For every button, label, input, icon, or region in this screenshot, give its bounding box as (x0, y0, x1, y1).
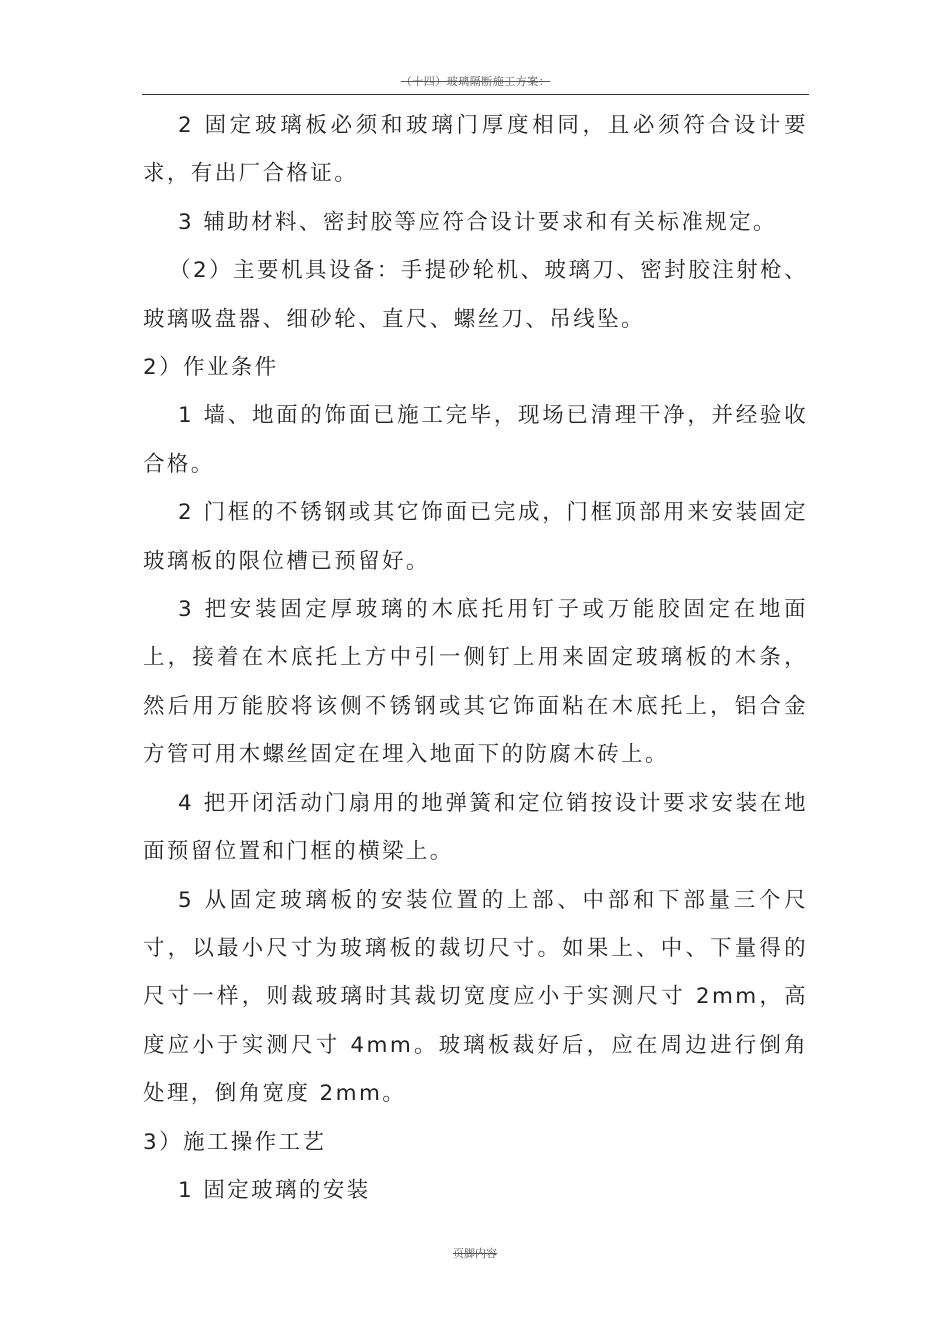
paragraph-auxiliary-materials: 3 辅助材料、密封胶等应符合设计要求和有关标准规定。 (178, 209, 777, 235)
paragraph-main-equipment: （2）主要机具设备：手提砂轮机、玻璃刀、密封胶注射枪、玻璃吸盘器、细砂轮、直尺、螺丝刀、吊线坠。 (143, 258, 808, 332)
paragraph-cutting-size: 5 从固定玻璃板的安装位置的上部、中部和下部量三个尺寸，以最小尺寸为玻璃板的裁切尺寸。如果上、中、下量得的尺寸一样，则裁玻璃时其裁切宽度应小于实测尺寸 2mm，高度应小于实测尺寸 4mm。玻璃板裁好后，应在周边进行倒角处理，倒角宽度 2mm。 (143, 887, 808, 1107)
paragraph-fixed-glass-install: 1 固定玻璃的安装 (178, 1177, 371, 1203)
section-heading-construction-process: 3）施工操作工艺 (143, 1129, 327, 1155)
paragraph-floor-spring: 4 把开闭活动门扇用的地弹簧和定位销按设计要求安装在地面预留位置和门框的横梁上。 (143, 790, 808, 865)
section-heading-work-conditions: 2）作业条件 (143, 355, 279, 381)
page-header (142, 70, 809, 95)
paragraph-wall-floor-finished: 1 墙、地面的饰面已施工完毕，现场已清理干净，并经验收合格。 (143, 403, 808, 477)
paragraph-wood-base: 3 把安装固定厚玻璃的木底托用钉子或万能胶固定在地面上，接着在木底托上方中引一侧钉上用来固定玻璃板的木条，然后用万能胶将该侧不锈钢或其它饰面粘在木底托上，铝合金方管可用木螺丝固定在埋入地面下的防腐木砖上。 (143, 597, 808, 768)
header-title: （十四）玻璃隔断施工方案： (400, 75, 551, 88)
page-footer: 页脚内容 (453, 1247, 497, 1260)
paragraph-door-frame: 2 门框的不锈钢或其它饰面已完成，门框顶部用来安装固定玻璃板的限位槽已预留好。 (143, 500, 808, 574)
paragraph-glass-thickness: 2 固定玻璃板必须和玻璃门厚度相同，且必须符合设计要求，有出厂合格证。 (143, 113, 808, 187)
document-body (143, 102, 808, 1215)
